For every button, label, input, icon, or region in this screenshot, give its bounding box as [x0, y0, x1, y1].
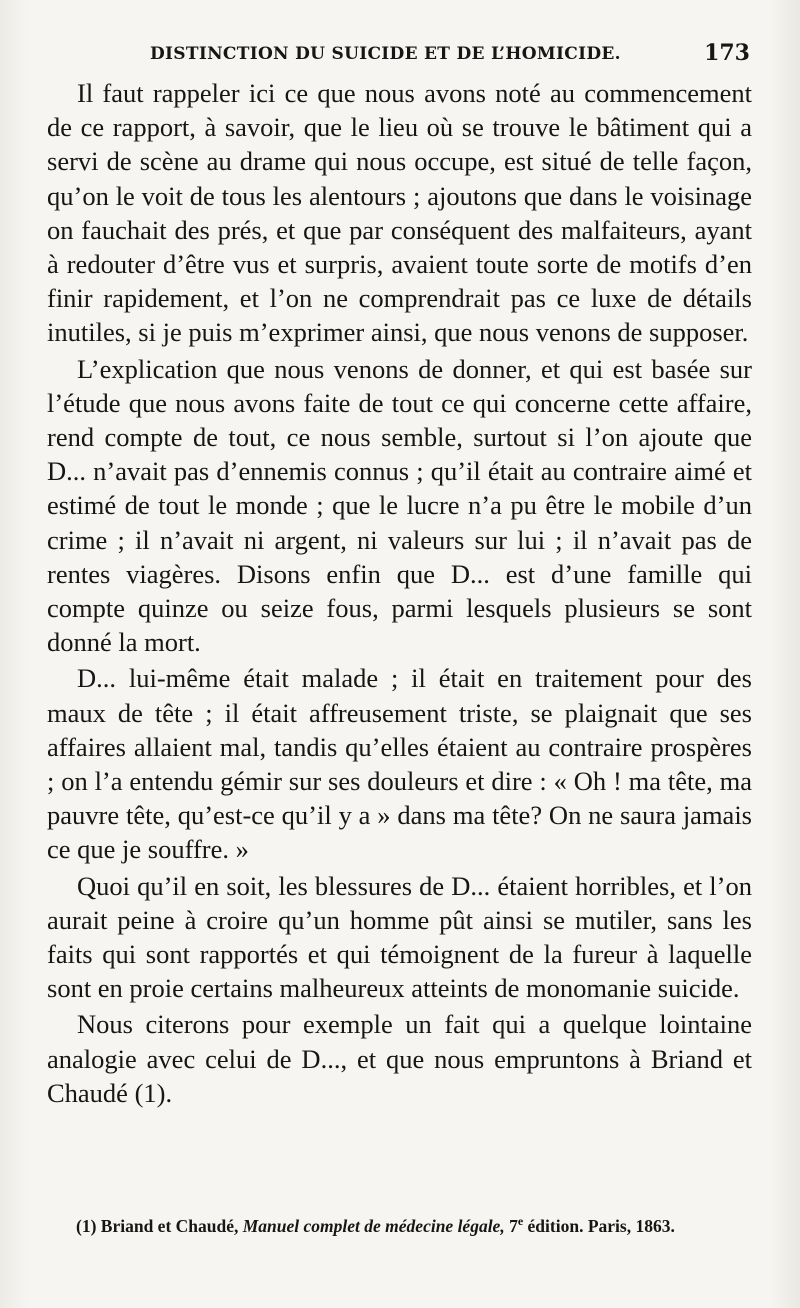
footnote-title: Manuel complet de médecine légale,: [242, 1215, 505, 1236]
footnote-edition-suffix: e: [517, 1214, 524, 1228]
paragraph-1: Il faut rappeler ici ce que nous avons noté au commencement de ce rapport, à savoir, que le lieu où se trouve le bâtiment qui a servi de scène au drame qui nous occupe, est situé de telle façon, qu’on le voit de tous les alentours ; ajoutons que dans le voisinage on fauchait des prés, et que par conséquent des malfaiteurs, ayant à redouter d’être vus et surpris, avaient toute sorte de motifs d’en finir rapidement, et l’on ne comprendrait pas ce luxe de détails inutiles, si je puis m’exprimer ainsi, que nous venons de supposer.: [47, 78, 752, 348]
footnote-edition-word: édition.: [527, 1215, 584, 1236]
paragraph-5: Nous citerons pour exemple un fait qui a quelque lointaine analogie avec celui de D..., et que nous empruntons à Briand et Chaudé (1).: [47, 1009, 752, 1108]
footnote-marker: (1) Briand et Chaudé,: [76, 1215, 239, 1236]
paragraph-3: D... lui-même était malade ; il était en traitement pour des maux de tête ; il était affreusement triste, se plaignait que ses affaires allaient mal, tandis qu’elles étaient au contraire prospères ; on l’a entendu gémir sur ses douleurs et dire : « Oh ! ma tête, ma pauvre tête, qu’est-ce qu’il y a » dans ma tête? On ne saura jamais ce que je souffre. »: [47, 663, 752, 865]
running-title: DISTINCTION DU SUICIDE ET DE L’HOMICIDE.: [150, 44, 621, 64]
paragraph-4: Quoi qu’il en soit, les blessures de D... étaient horribles, et l’on aurait peine à croire qu’un homme pût ainsi se mutiler, sans les faits qui sont rapportés et qui témoignent de la fureur à laquelle sont en proie certains malheureux atteints de monomanie suicide.: [47, 870, 752, 1004]
page-header: [150, 38, 750, 72]
body-text: [47, 76, 752, 1112]
paragraph-2: L’explication que nous venons de donner, et qui est basée sur l’étude que nous avons faite de tout ce qui concerne cette affaire, rend compte de tout, ce nous semble, surtout si l’on ajoute que D... n’avait pas d’ennemis connus ; qu’il était au contraire aimé et estimé de tout le monde ; que le lucre n’a pu être le mobile d’un crime ; il n’avait ni argent, ni valeurs sur lui ; il n’avait pas de rentes viagères. Disons enfin que D... est d’une famille qui compte quinze ou seize fous, parmi lesquels plusieurs se sont donné la mort.: [47, 353, 752, 658]
footnote-edition-number: 7: [509, 1215, 518, 1236]
page-number: 173: [704, 40, 750, 66]
footnote-place-year: Paris, 1863.: [587, 1215, 675, 1236]
footnote: [56, 1208, 752, 1239]
